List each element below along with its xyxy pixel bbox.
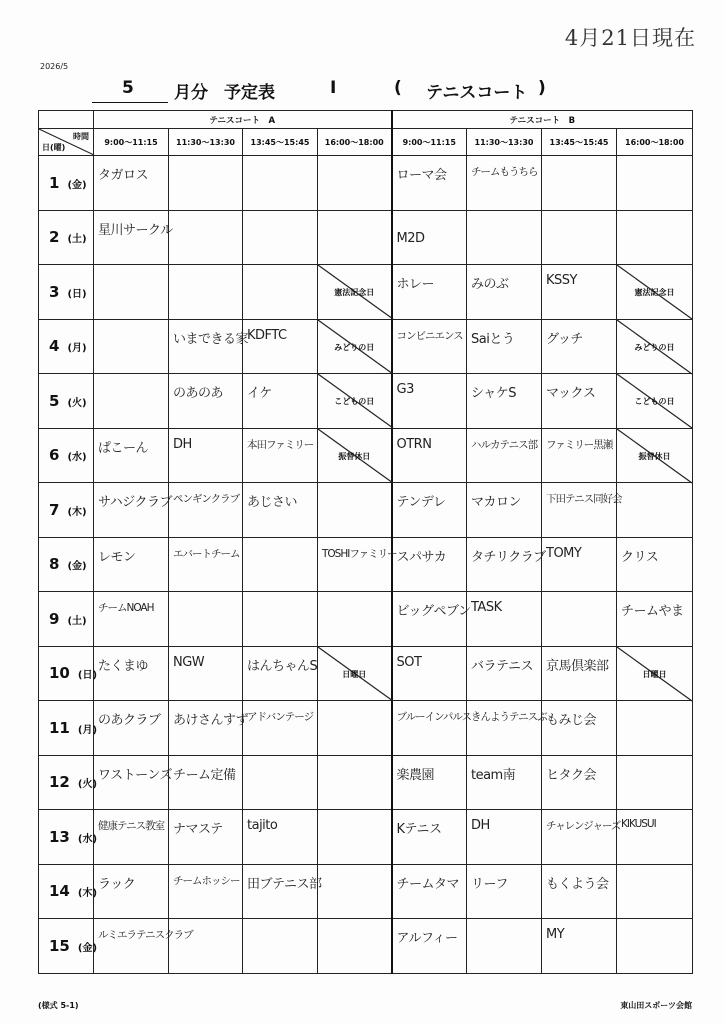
reservation-name: TASK (471, 600, 502, 615)
slot-cell (467, 646, 542, 701)
reservation-name: TOSHIファミリー (322, 547, 397, 560)
slot-cell (392, 483, 467, 538)
slot-cell (318, 483, 392, 538)
day-number: 11 (49, 718, 70, 737)
day-row (39, 646, 693, 701)
day-row (39, 592, 693, 647)
day-label (39, 919, 98, 974)
slot-cell (169, 210, 243, 265)
slot-cell (617, 592, 693, 647)
court-a-header: テニスコート A (94, 111, 392, 129)
slot-cell (467, 864, 542, 919)
slot-cell (617, 156, 693, 211)
reservation-name: ラック (98, 876, 136, 892)
day-of-week: (日) (67, 288, 87, 300)
slot-cell (94, 428, 169, 483)
holiday-label: 振替休日 (638, 451, 671, 461)
day-row (39, 755, 693, 810)
holiday-label: 日曜日 (642, 669, 667, 679)
reservation-name: チームNOAH (98, 602, 154, 614)
reservation-name: リーフ (471, 876, 508, 892)
reservation-name: クリス (621, 549, 659, 565)
reservation-name: OTRN (396, 436, 432, 452)
slot-cell (243, 646, 318, 701)
slot-cell (169, 265, 243, 320)
day-of-week: (金) (77, 942, 98, 954)
slot-cell (318, 701, 392, 756)
slot-cell (94, 265, 169, 320)
day-of-week: (木) (77, 888, 98, 900)
day-of-week: (土) (67, 615, 87, 627)
day-of-week: (木) (67, 506, 87, 518)
slot-cell (617, 646, 693, 701)
reservation-name: SOT (396, 654, 422, 670)
day-label (39, 810, 98, 865)
slot-cell (243, 483, 318, 538)
slot-cell (318, 537, 397, 592)
slot-cell (169, 319, 249, 374)
slot-cell (318, 646, 392, 701)
reservation-name: ファミリー黒瀬 (546, 438, 613, 451)
reservation-name: もくよう会 (546, 876, 609, 892)
reservation-name: バラテニス (471, 658, 533, 674)
holiday-label: 憲法記念日 (634, 288, 675, 297)
slot-cell (94, 592, 169, 647)
slot-cell (318, 864, 392, 919)
slot-cell (467, 701, 547, 756)
day-label (39, 537, 94, 592)
reservation-name: いまできる家 (173, 331, 249, 347)
holiday-label: 振替休日 (338, 451, 371, 461)
slot-cell (169, 755, 243, 810)
day-label (39, 265, 94, 320)
day-number: 10 (49, 664, 70, 683)
reservation-name: KSSY (546, 273, 577, 288)
corner-header (39, 129, 94, 156)
reservation-name: DH (471, 818, 490, 833)
slot-cell (94, 210, 173, 265)
day-label (39, 701, 98, 756)
reservation-name: ぱこーん (98, 440, 149, 456)
slot-cell (94, 646, 169, 701)
slot-cell (169, 646, 243, 701)
slot-cell (169, 919, 243, 974)
day-number: 8 (49, 555, 60, 574)
slot-cell (169, 701, 249, 756)
day-of-week: (月) (67, 343, 87, 355)
slot-cell (617, 755, 693, 810)
day-number: 5 (49, 391, 60, 410)
day-number: 2 (49, 228, 60, 247)
day-of-week: (金) (67, 561, 87, 573)
title-paren-close: ) (538, 78, 546, 98)
slot-cell (617, 210, 693, 265)
day-of-week: (土) (67, 234, 87, 246)
facility-name: 東山田スポーツ会館 (620, 1001, 692, 1010)
court-b-header: テニスコート B (392, 111, 693, 129)
page-title (92, 76, 612, 106)
reservation-name: MY (546, 927, 565, 942)
day-label (39, 428, 94, 483)
day-of-week: (火) (77, 779, 98, 791)
reservation-name: イケ (247, 386, 272, 401)
day-row (39, 374, 693, 429)
slot-cell (617, 265, 693, 320)
reservation-name: あじさい (247, 495, 298, 510)
day-of-week: (月) (77, 724, 98, 736)
time-slot-header: 16:00～18:00 (318, 129, 392, 156)
reservation-name: はんちゃんS (247, 658, 318, 674)
reservation-name: チーム定備 (173, 767, 236, 783)
reservation-name: アドバンテージ (247, 711, 314, 723)
day-number: 4 (49, 337, 60, 356)
slot-cell (392, 701, 472, 756)
day-of-week: (金) (67, 179, 87, 191)
slot-cell (617, 864, 693, 919)
reservation-name: ワストーンズ (98, 767, 172, 783)
slot-cell (542, 210, 617, 265)
day-row (39, 265, 693, 320)
slot-cell (467, 265, 542, 320)
day-label (39, 319, 94, 374)
reservation-name: もみじ会 (546, 713, 597, 728)
slot-cell (94, 864, 169, 919)
slot-cell (94, 374, 169, 429)
slot-cell (169, 483, 243, 538)
reservation-name: M2D (396, 230, 425, 246)
slot-cell (617, 319, 693, 374)
day-label (39, 374, 94, 429)
form-number: (様式 5-1) (38, 1001, 79, 1010)
slot-cell (318, 428, 392, 483)
reservation-name: スパサカ (396, 549, 447, 565)
slot-cell (318, 755, 392, 810)
slot-cell (243, 319, 318, 374)
reservation-name: きんようテニスぶ (471, 711, 547, 723)
slot-cell (542, 537, 617, 592)
reservation-name: シャケS (471, 386, 516, 401)
reservation-name: タチリクラブ (471, 549, 546, 565)
reservation-name: tajito (247, 818, 278, 833)
day-row (39, 919, 693, 974)
time-slot-header: 16:00～18:00 (617, 129, 693, 156)
month-underline (92, 102, 168, 103)
slot-cell (617, 483, 693, 538)
day-row (39, 210, 693, 265)
day-row (39, 483, 693, 538)
reservation-name: サハジクラブ (98, 495, 172, 510)
slot-cell (243, 810, 318, 865)
day-label (39, 210, 94, 265)
reservation-name: ビッグペブン (396, 604, 471, 619)
slot-cell (467, 319, 542, 374)
slot-cell (94, 483, 172, 538)
slot-cell (467, 810, 542, 865)
day-number: 3 (49, 282, 60, 301)
slot-cell (542, 319, 617, 374)
reservation-name: マカロン (471, 495, 522, 510)
slot-cell (542, 592, 617, 647)
time-slot-header: 13:45～15:45 (542, 129, 617, 156)
slot-cell (318, 592, 392, 647)
reservation-name: NGW (173, 654, 205, 670)
reservation-name: チームもうちら (471, 166, 538, 178)
day-label (39, 483, 94, 538)
reservation-name: 京馬倶楽部 (546, 658, 609, 674)
slot-cell (392, 592, 471, 647)
slot-cell (169, 428, 243, 483)
slot-cell (318, 210, 392, 265)
reservation-name: 健康テニス教室 (98, 820, 165, 832)
slot-cell (169, 810, 243, 865)
slot-cell (467, 210, 542, 265)
title-paren-open: ( (394, 78, 402, 98)
day-number: 13 (49, 827, 70, 846)
slot-cell (617, 537, 693, 592)
slot-cell (243, 265, 318, 320)
time-slot-header: 9:00～11:15 (392, 129, 467, 156)
reservation-name: 田ブテニス部 (247, 876, 322, 892)
corner-date-label: 日(曜) (42, 143, 66, 152)
slot-cell (169, 864, 243, 919)
day-row (39, 810, 693, 865)
reservation-name: ナマステ (173, 822, 223, 837)
slot-cell (243, 701, 318, 756)
slot-cell (392, 864, 467, 919)
reservation-name: KIKUSUI (621, 818, 656, 830)
reservation-name: チームタマ (396, 876, 460, 892)
slot-cell (392, 537, 467, 592)
title-month: 5 (122, 78, 134, 98)
reservation-name: アルフィー (396, 931, 458, 946)
reservation-name: ペンギンクラブ (173, 493, 240, 505)
reservation-name: のあクラブ (98, 713, 161, 728)
title-schedule: 予定表 (224, 83, 275, 103)
slot-cell (467, 537, 546, 592)
day-row (39, 156, 693, 211)
reservation-name: グッチ (546, 331, 583, 347)
slot-cell (94, 537, 169, 592)
reservation-name: のあのあ (173, 386, 224, 401)
day-of-week: (火) (67, 397, 87, 409)
reservation-name: あけさんすず (173, 713, 249, 728)
slot-cell (467, 428, 542, 483)
reservation-name: マックス (546, 386, 596, 401)
day-label (39, 864, 98, 919)
slot-cell (169, 374, 243, 429)
reservation-name: チームやま (621, 604, 684, 619)
slot-cell (392, 919, 467, 974)
reservation-name: テンデレ (396, 495, 446, 510)
day-row (39, 319, 693, 374)
day-of-week: (水) (67, 452, 87, 464)
slot-cell (467, 919, 542, 974)
slot-cell (392, 156, 467, 211)
slot-cell (542, 701, 617, 756)
reservation-name: 本田ファミリー (247, 438, 314, 451)
slot-cell (467, 374, 542, 429)
slot-cell (318, 374, 392, 429)
slot-cell (617, 701, 693, 756)
title-court: テニスコート (426, 83, 528, 103)
reservation-name: みのぶ (471, 277, 509, 292)
time-slot-header: 11:30～13:30 (169, 129, 243, 156)
slot-cell (392, 646, 467, 701)
day-label (39, 755, 98, 810)
slot-cell (94, 701, 169, 756)
slot-cell (542, 265, 617, 320)
slot-cell (542, 156, 617, 211)
holiday-label: こどもの日 (634, 397, 675, 406)
day-row (39, 537, 693, 592)
day-of-week: (日) (77, 670, 98, 682)
reservation-name: 楽農園 (396, 767, 435, 783)
slot-cell (542, 646, 617, 701)
time-slot-header: 9:00～11:15 (94, 129, 169, 156)
reservation-name: タガロス (98, 168, 149, 183)
reservation-name: たくまゆ (98, 658, 149, 674)
slot-cell (542, 810, 621, 865)
day-number: 15 (49, 936, 70, 955)
holiday-label: みどりの日 (334, 342, 375, 352)
reservation-name: ブルーインパルス (396, 711, 472, 723)
slot-cell (542, 755, 617, 810)
day-row (39, 701, 693, 756)
slot-cell (392, 319, 467, 374)
slot-cell (617, 428, 693, 483)
slot-cell (318, 919, 392, 974)
day-number: 12 (49, 773, 70, 792)
slot-cell (169, 537, 243, 592)
slot-cell (243, 592, 318, 647)
slot-cell (169, 156, 243, 211)
time-slot-header: 11:30～13:30 (467, 129, 542, 156)
year-month: 2026/5 (40, 62, 69, 71)
slot-cell (243, 428, 318, 483)
slot-cell (243, 755, 318, 810)
slot-cell (542, 919, 617, 974)
slot-cell (243, 210, 318, 265)
slot-cell (318, 156, 392, 211)
slot-cell (94, 156, 169, 211)
slot-cell (392, 210, 467, 265)
slot-cell (318, 265, 392, 320)
slot-cell (243, 374, 318, 429)
time-slot-header: 13:45～15:45 (243, 129, 318, 156)
day-number: 7 (49, 500, 60, 519)
reservation-name: 下田テニス同好会 (546, 493, 622, 505)
reservation-name: エバートチーム (173, 547, 240, 560)
holiday-label: 憲法記念日 (334, 288, 375, 297)
day-number: 1 (49, 173, 60, 192)
reservation-name: ハルカテニス部 (471, 438, 538, 451)
slot-cell (467, 483, 542, 538)
corner-time-label: 時間 (73, 132, 89, 141)
day-label (39, 592, 94, 647)
slot-cell (243, 156, 318, 211)
slot-cell (94, 755, 172, 810)
slot-cell (392, 810, 467, 865)
slot-cell (392, 428, 467, 483)
schedule-table (38, 110, 693, 974)
slot-cell (243, 919, 318, 974)
title-unit: 月分 (174, 83, 208, 103)
reservation-name: ホレー (396, 277, 435, 292)
day-number: 14 (49, 882, 70, 901)
reservation-name: KDFTC (247, 327, 287, 343)
header-blank (39, 111, 94, 129)
slot-cell (94, 319, 169, 374)
reservation-name: チームホッシー (173, 874, 240, 887)
slot-cell (542, 374, 617, 429)
reservation-name: G3 (396, 382, 414, 397)
reservation-name: チャレンジャーズ (546, 820, 621, 832)
slot-cell (542, 864, 617, 919)
reservation-name: レモン (98, 549, 136, 565)
slot-cell (392, 374, 467, 429)
slot-cell (318, 810, 392, 865)
reservation-name: コンビニエンス (396, 329, 463, 342)
slot-cell (243, 537, 318, 592)
slot-cell (617, 810, 693, 865)
reservation-name: Kテニス (396, 822, 442, 837)
slot-cell (467, 156, 542, 211)
reservation-name: TOMY (546, 545, 582, 561)
day-number: 6 (49, 446, 60, 465)
slot-cell (467, 755, 542, 810)
reservation-name: ルミエラテニスクラブ (98, 929, 193, 941)
reservation-name: team南 (471, 767, 516, 783)
reservation-name: ローマ会 (396, 168, 447, 183)
slot-cell (392, 265, 467, 320)
holiday-label: こどもの日 (334, 397, 375, 406)
day-number: 9 (49, 609, 60, 628)
reservation-name: ヒタク会 (546, 767, 597, 783)
slot-cell (318, 319, 392, 374)
slot-cell (467, 592, 542, 647)
holiday-label: みどりの日 (634, 342, 675, 352)
holiday-label: 日曜日 (342, 669, 367, 679)
slot-cell (617, 374, 693, 429)
day-label (39, 156, 94, 211)
slot-cell (392, 755, 467, 810)
day-row (39, 864, 693, 919)
slot-cell (542, 428, 617, 483)
slot-cell (94, 810, 169, 865)
day-row (39, 428, 693, 483)
slot-cell (169, 592, 243, 647)
day-label (39, 646, 98, 701)
reservation-name: Saiとう (471, 331, 515, 347)
status-stamp: 4月21日現在 (564, 26, 696, 50)
reservation-name: DH (173, 436, 192, 452)
reservation-name: 星川サークル (98, 222, 173, 238)
title-roman: I (330, 78, 337, 98)
slot-cell (94, 919, 193, 974)
slot-cell (617, 919, 693, 974)
slot-cell (542, 483, 622, 538)
slot-cell (243, 864, 322, 919)
day-of-week: (水) (77, 833, 98, 845)
